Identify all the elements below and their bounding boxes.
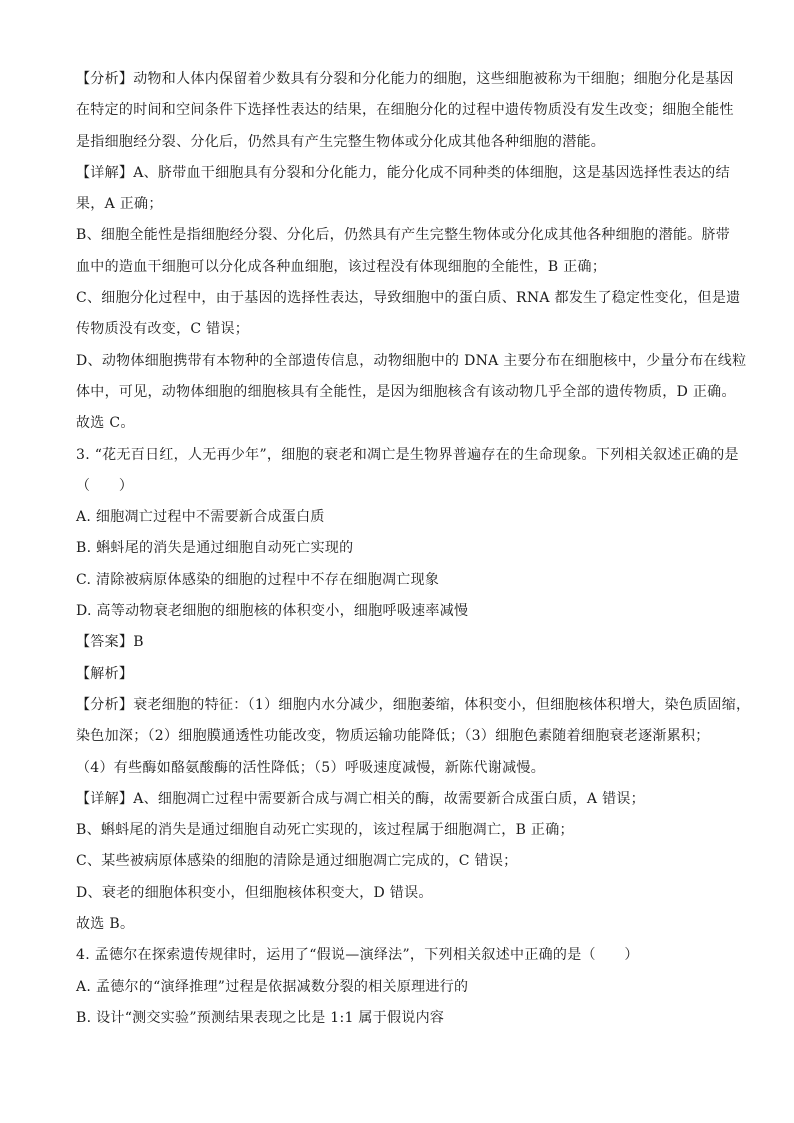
detail-line: C、细胞分化过程中，由于基因的选择性表达，导致细胞中的蛋白质、RNA 都发生了稳定性变化，但是遗	[76, 290, 741, 307]
option-b: B. 设计“测交实验”预测结果表现之比是 1:1 属于假说内容	[76, 1009, 445, 1026]
analysis-line: （4）有些酶如酪氨酸酶的活性降低；（5）呼吸速度减慢，新陈代谢减慢。	[76, 759, 546, 776]
question-stem: （ ）	[76, 477, 134, 494]
detail-line: D、衰老的细胞体积变小，但细胞核体积变大，D 错误。	[76, 884, 433, 901]
analysis-line: 染色加深；（2）细胞膜通透性功能改变，物质运输功能降低；（3）细胞色素随着细胞衰老逐渐累积；	[76, 728, 710, 745]
option-b: B. 蝌蚪尾的消失是通过细胞自动死亡实现的	[76, 540, 354, 557]
question-stem: 3. “花无百日红，人无再少年”，细胞的衰老和凋亡是生物界普遍存在的生命现象。下列相关叙述正确的是	[76, 446, 739, 463]
option-d: D. 高等动物衰老细胞的细胞核的体积变小，细胞呼吸速率减慢	[76, 603, 469, 620]
analysis-line: 【分析】动物和人体内保留着少数具有分裂和分化能力的细胞，这些细胞被称为干细胞；细胞分化是基因	[76, 71, 734, 87]
prev-question-analysis	[76, 64, 734, 158]
detail-line: B、蝌蚪尾的消失是通过细胞自动死亡实现的，该过程属于细胞凋亡，B 正确；	[76, 822, 574, 839]
detail-line: 血中的造血干细胞可以分化成各种血细胞，该过程没有体现细胞的全能性，B 正确；	[76, 258, 607, 275]
detail-line: B、细胞全能性是指细胞经分裂、分化后，仍然具有产生完整生物体或分化成其他各种细胞的潜能。脐带	[76, 227, 731, 244]
prev-question-detail	[76, 158, 747, 440]
question-4	[76, 940, 726, 1034]
detail-line: 传物质没有改变，C 错误；	[76, 321, 250, 338]
analysis-line: 【分析】衰老细胞的特征：（1）细胞内水分减少，细胞萎缩，体积变小，但细胞核体积增大，染色质固缩，	[76, 696, 751, 713]
detail-line: 【详解】A、细胞凋亡过程中需要新合成与凋亡相关的酶，故需要新合成蛋白质，A 错误；	[76, 790, 645, 807]
answer-line: 【答案】B	[76, 634, 144, 651]
analysis-line: 在特定的时间和空间条件下选择性表达的结果，在细胞分化的过程中遗传物质没有发生改变；细胞全能性	[76, 102, 734, 119]
document-page	[76, 64, 751, 1034]
option-a: A. 细胞凋亡过程中不需要新合成蛋白质	[76, 509, 325, 526]
detail-line: D、动物体细胞携带有本物种的全部遗传信息，动物细胞中的 DNA 主要分布在细胞核中，少量分布在线粒	[76, 352, 747, 369]
explanation-title: 【解析】	[76, 665, 134, 682]
detail-line: C、某些被病原体感染的细胞的清除是通过细胞凋亡完成的，C 错误；	[76, 853, 518, 870]
detail-line: 【详解】A、脐带血干细胞具有分裂和分化能力，能分化成不同种类的体细胞，这是基因选择性表达的结	[76, 164, 730, 181]
conclusion-line: 故选 B。	[76, 916, 135, 933]
question-3	[76, 440, 751, 941]
detail-line: 体中，可见，动物体细胞的细胞核具有全能性，是因为细胞核含有该动物几乎全部的遗传物质，D 正确。	[76, 383, 736, 400]
analysis-line: 是指细胞经分裂、分化后，仍然具有产生完整生物体或分化成其他各种细胞的潜能。	[76, 133, 606, 150]
option-c: C. 清除被病原体感染的细胞的过程中不存在细胞凋亡现象	[76, 571, 440, 588]
question-stem: 4. 孟德尔在探索遗传规律时，运用了“假说—演绎法”，下列相关叙述中正确的是（ ）	[76, 947, 639, 964]
conclusion-line: 故选 C。	[76, 415, 135, 432]
option-a: A. 孟德尔的“演绎推理”过程是依据减数分裂的相关原理进行的	[76, 978, 469, 995]
detail-line: 果，A 正确；	[76, 196, 163, 213]
